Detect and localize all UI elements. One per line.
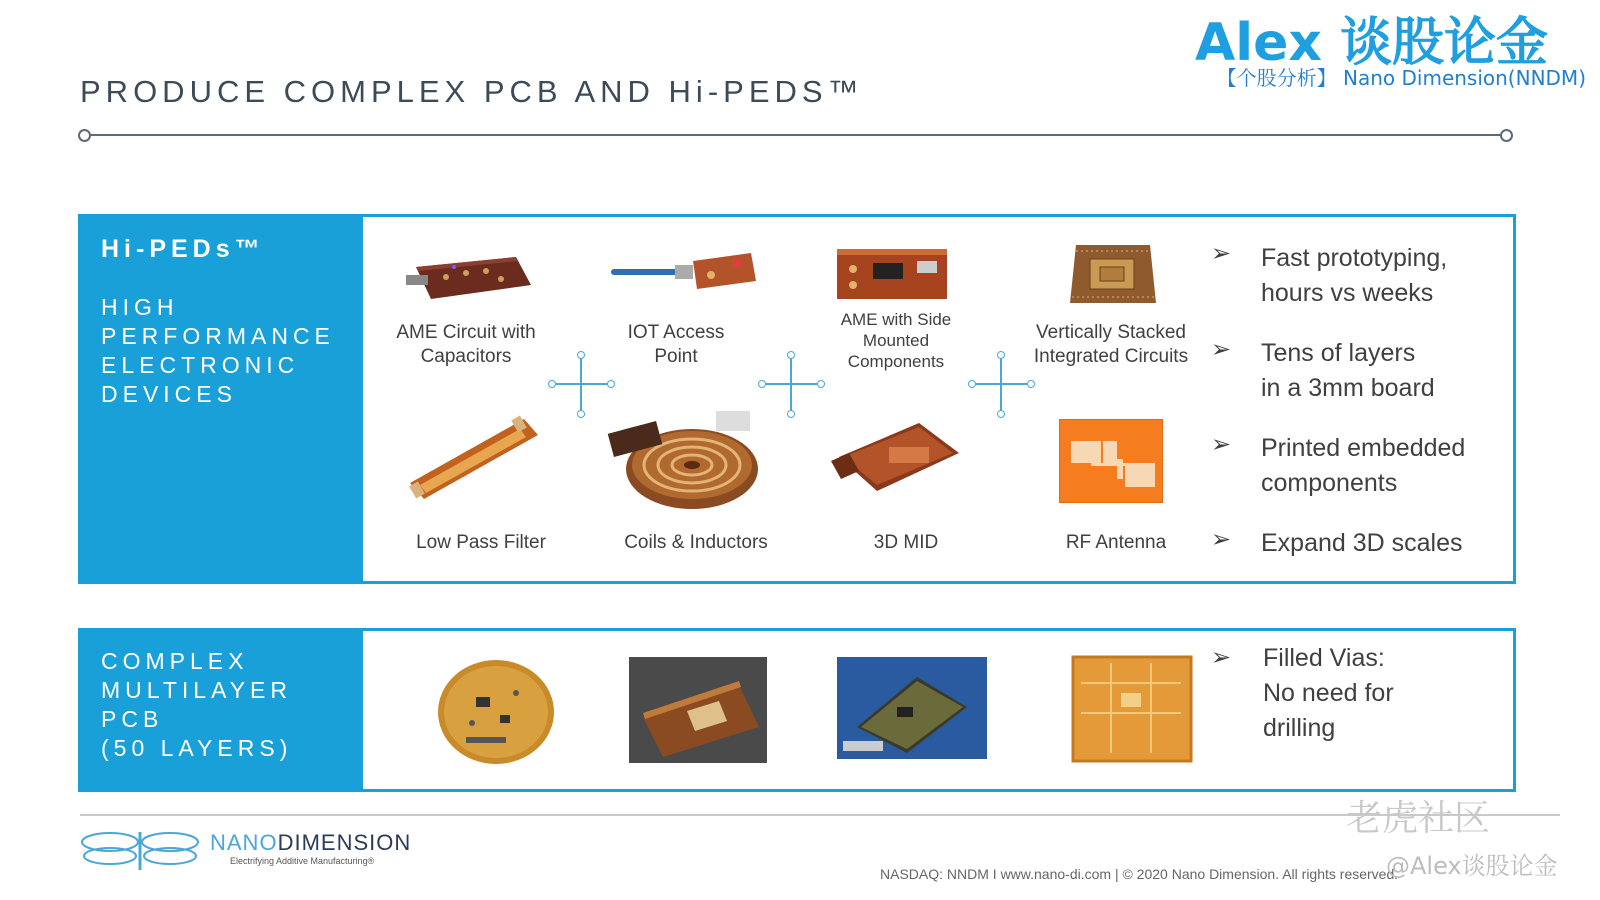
label-line: AME Circuit with: [396, 322, 536, 343]
bullet-printed-embedded: [1261, 431, 1465, 501]
desc-line: DEVICES: [101, 381, 237, 407]
desc-line: PERFORMANCE: [101, 323, 335, 349]
brand-subtitle: 【个股分析】 Nano Dimension(NNDM): [1216, 66, 1586, 90]
bullet-line: Fast prototyping,: [1261, 244, 1448, 272]
label-line: Low Pass Filter: [416, 532, 546, 553]
logo-nano: NANO: [210, 830, 278, 855]
bullet-line: components: [1261, 469, 1398, 497]
label-line: AME with Side: [840, 310, 952, 329]
arrow-bullet-icon: ➢: [1211, 336, 1232, 363]
company-logo-text: [210, 830, 411, 856]
3d-mid-icon: [829, 417, 964, 497]
brand-watermark: Alex 谈股论金: [1195, 13, 1548, 73]
rule-start-dot: [78, 129, 91, 142]
pcb-capacitor-board-icon: [406, 245, 536, 305]
pcb-description: [101, 647, 292, 763]
hipeds-side: [81, 217, 363, 581]
hipeds-description: [101, 293, 335, 409]
divider-cross: [761, 354, 821, 414]
bullet-tens-of-layers: [1261, 336, 1435, 406]
side-mounted-board-icon: [833, 239, 953, 305]
label-line: Capacitors: [420, 346, 512, 367]
bullet-line: No need for: [1263, 679, 1394, 707]
hipeds-title: Hi-PEDs™: [101, 235, 265, 263]
label-line: Integrated Circuits: [1033, 346, 1189, 367]
bullet-fast-prototyping: [1261, 241, 1447, 311]
label-line: RF Antenna: [1065, 532, 1167, 553]
pcb-side: [81, 631, 363, 789]
blue-pcb-icon: [837, 657, 987, 759]
stacked-ic-icon: [1066, 239, 1158, 309]
rule-end-dot: [1500, 129, 1513, 142]
desc-line: HIGH: [101, 294, 179, 320]
label-line: Point: [654, 346, 698, 367]
slide-title: PRODUCE COMPLEX PCB AND Hi-PEDS™: [80, 74, 864, 109]
title-rule: [84, 134, 1506, 136]
item-label-ame-capacitors: [376, 321, 556, 369]
desc-line: COMPLEX: [101, 648, 249, 674]
desc-line: MULTILAYER: [101, 677, 293, 703]
item-label-low-pass-filter: [401, 531, 561, 555]
item-label-3d-mid: [841, 531, 971, 555]
label-line: Coils & Inductors: [624, 532, 768, 553]
divider-cross: [971, 354, 1031, 414]
arrow-bullet-icon: ➢: [1211, 431, 1232, 458]
watermark-main: 老虎社区: [1346, 798, 1491, 839]
round-pcb-icon: [436, 657, 556, 767]
desc-line: ELECTRONIC: [101, 352, 300, 378]
bullet-expand-3d: [1261, 526, 1463, 561]
copyright-text: NASDAQ: NNDM I www.nano-di.com | © 2020 Nano Dimension. All rights reserved.: [880, 866, 1399, 882]
arrow-bullet-icon: ➢: [1211, 526, 1232, 553]
bullet-line: Filled Vias:: [1263, 644, 1385, 672]
bullet-line: Printed embedded: [1261, 434, 1466, 462]
label-line: 3D MID: [873, 532, 939, 553]
bullet-line: Tens of layers: [1261, 339, 1416, 367]
watermark-handle: @Alex谈股论金: [1386, 852, 1558, 880]
bullet-line: hours vs weeks: [1261, 279, 1434, 307]
arrow-bullet-icon: ➢: [1211, 644, 1232, 671]
label-line: Components: [847, 352, 945, 371]
dragonfly-logo-icon: [80, 826, 200, 872]
low-pass-filter-icon: [406, 413, 546, 503]
item-label-iot-access-point: [591, 321, 761, 369]
bullet-filled-vias: [1263, 641, 1394, 746]
iot-usb-board-icon: [611, 247, 761, 297]
footer-rule: [80, 814, 1560, 816]
label-line: Vertically Stacked: [1036, 322, 1186, 343]
pcb-stack-icon: [629, 657, 767, 763]
gold-pcb-icon: [1071, 653, 1193, 763]
desc-line: (50 LAYERS): [101, 735, 293, 761]
item-label-coils-inductors: [606, 531, 786, 555]
divider-cross: [551, 354, 611, 414]
rf-antenna-icon: [1059, 419, 1163, 503]
coil-inductor-icon: [606, 407, 766, 517]
item-label-ame-side-mounted: [816, 309, 976, 372]
logo-tagline: Electrifying Additive Manufacturing®: [230, 856, 375, 866]
bullet-line: Expand 3D scales: [1261, 529, 1463, 557]
label-line: IOT Access: [627, 322, 725, 343]
bullet-line: in a 3mm board: [1261, 374, 1435, 402]
hipeds-panel: [78, 214, 1516, 584]
item-label-stacked-ics: [1016, 321, 1206, 369]
desc-line: PCB: [101, 706, 164, 732]
arrow-bullet-icon: ➢: [1211, 240, 1232, 267]
pcb-panel: [78, 628, 1516, 792]
bullet-line: drilling: [1263, 714, 1336, 742]
label-line: Mounted: [862, 331, 930, 350]
logo-dimension: DIMENSION: [277, 830, 412, 855]
item-label-rf-antenna: [1046, 531, 1186, 555]
